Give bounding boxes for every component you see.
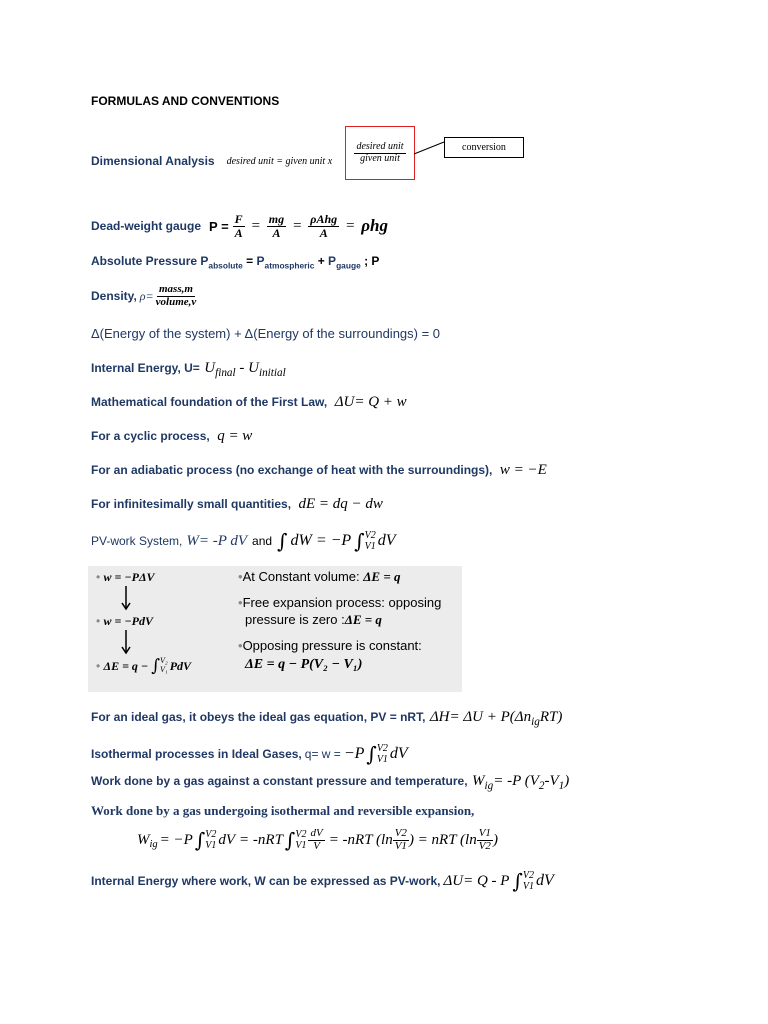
opposing-pressure-eq: ΔE = q − P(V₂ − V₁)	[245, 657, 363, 672]
eq-sign-3: =	[345, 217, 356, 234]
cyclic-label: For a cyclic process,	[91, 429, 210, 443]
deadweight-label: Dead-weight gauge	[91, 219, 202, 233]
box-pdv: PdV	[169, 658, 192, 673]
box-w-pdv: w = −PdV	[103, 614, 153, 628]
const-pressure-label: Work done by a gas against a constant pressure and temperature,	[91, 774, 468, 788]
box-limit-upper: V₂	[160, 656, 168, 666]
ideal-gas-label: For an ideal gas, it obeys the ideal gas equation, PV = nRT,	[91, 710, 426, 724]
density-den: volume,v	[155, 295, 197, 308]
ir-dv: dV	[218, 831, 236, 848]
sub-gauge: gauge	[336, 260, 361, 271]
down-arrow-icon	[120, 586, 132, 612]
conversion-callout: conversion	[444, 137, 524, 158]
cyclic-row	[91, 427, 252, 445]
down-arrow-icon	[120, 630, 132, 656]
ideal-gas-sub: ig	[531, 716, 540, 729]
frac1-den: A	[234, 225, 243, 240]
summary-box	[88, 566, 462, 692]
ir-sub: ig	[149, 839, 158, 850]
cyclic-eq: q = w	[217, 428, 253, 444]
constant-volume-eq: ΔE = q	[363, 569, 401, 584]
isothermal-qw: q= w =	[304, 747, 341, 761]
limit-upper: V2	[364, 530, 376, 541]
cp-end: )	[564, 773, 570, 789]
adiabatic-eq: w = −E	[499, 462, 547, 478]
frac2-num: mg	[268, 211, 285, 226]
p-gauge: P	[328, 254, 337, 268]
ideal-gas-row	[91, 708, 562, 728]
ir-t2: = -nRT	[239, 831, 283, 848]
conversion-denominator: given unit	[360, 152, 400, 164]
ir-t4: ) = nRT (ln	[408, 831, 477, 848]
ir-upper-2: V2	[295, 829, 307, 840]
pv-internal-row	[91, 866, 554, 896]
iso-limit-upper: V2	[376, 743, 388, 754]
integral-icon: ∫	[277, 529, 288, 553]
isothermal-row	[91, 739, 408, 769]
internal-energy-row	[91, 359, 286, 379]
frac3-num: ρAhg	[310, 211, 338, 226]
dimensional-analysis-row	[91, 146, 332, 176]
box-line-1: • w = −PΔV	[96, 570, 155, 584]
ir-lower-1: V1	[205, 840, 217, 851]
box-line-2: • w = −PdV	[96, 614, 153, 628]
ir-t5: )	[492, 831, 498, 848]
page-title: FORMULAS AND CONVENTIONS	[91, 94, 280, 108]
pv-work-and: and	[252, 534, 273, 548]
first-law-eq: ΔU= Q + w	[334, 394, 407, 410]
ir-frac2-num: V2	[394, 826, 407, 839]
eq-sign-1: =	[250, 217, 261, 234]
free-expansion-text: Free expansion process: opposing	[242, 595, 442, 610]
internal-energy-label: Internal Energy, U=	[91, 361, 200, 375]
pv-work-dv: dV	[377, 532, 396, 549]
dimensional-analysis-lhs: desired unit = given unit x	[226, 155, 333, 167]
box-w-pdeltav: w = −PΔV	[103, 570, 155, 584]
integral-icon: ∫	[366, 742, 377, 766]
ir-frac2-den: V1	[394, 839, 407, 852]
cp-rest: = -P (V	[493, 773, 539, 789]
box-line-3: • ΔE = q − ∫ V₂ V₁ PdV	[96, 656, 192, 676]
conversion-factor-box	[345, 126, 415, 180]
u-final: U	[204, 360, 216, 376]
constant-volume-text: At Constant volume:	[242, 569, 360, 584]
infinitesimal-eq: dE = dq − dw	[298, 496, 383, 512]
opposing-pressure-text: Opposing pressure is constant:	[242, 638, 422, 653]
abs-tail: ; P	[360, 254, 380, 268]
limit-lower: V1	[364, 541, 376, 552]
absolute-pressure-row	[91, 254, 379, 270]
ir-t1: = −P	[159, 831, 193, 848]
deadweight-p: P =	[209, 218, 229, 234]
box-right-1: •At Constant volume: ΔE = q	[238, 569, 401, 584]
first-law-label: Mathematical foundation of the First Law,	[91, 395, 328, 409]
deadweight-row	[91, 207, 388, 245]
free-expansion-text-2: pressure is zero :	[245, 612, 345, 627]
sub-absolute: absolute	[208, 260, 243, 271]
pv-work-eq1: W= -P dV	[186, 532, 248, 549]
iso-rev-label: Work done by a gas undergoing isothermal and reversible expansion,	[91, 803, 475, 818]
cp-sub: ig	[484, 780, 494, 793]
eq-sign-2: =	[292, 217, 303, 234]
density-num: mass,m	[159, 282, 193, 295]
cp-s1: 1	[558, 780, 565, 793]
ir-upper-1: V2	[205, 829, 217, 840]
ideal-gas-eq-a: ΔH= ΔU + P(Δn	[429, 709, 532, 725]
ideal-gas-eq-b: RT)	[539, 709, 563, 725]
pv-work-label: PV-work System,	[91, 534, 183, 548]
sub-initial: initial	[258, 367, 286, 380]
box-limit-lower: V₁	[160, 665, 168, 674]
p-absolute: P	[200, 254, 209, 268]
ir-frac3-den: V2	[478, 839, 491, 852]
p-atmospheric: P	[256, 254, 265, 268]
first-law-row	[91, 393, 407, 411]
pv-work-row	[91, 526, 396, 556]
absolute-pressure-label: Absolute Pressure	[91, 254, 198, 268]
abs-plus: +	[314, 254, 329, 268]
adiabatic-label: For an adiabatic process (no exchange of heat with the surroundings),	[91, 463, 493, 477]
cp-mid: -V	[544, 773, 559, 789]
integral-icon: ∫	[194, 828, 206, 852]
iso-limit-lower: V1	[376, 754, 388, 765]
isothermal-p: −P	[343, 745, 365, 762]
u-minus: -	[235, 360, 249, 376]
box-right-3: •Opposing pressure is constant: ΔE = q − P(V₂ − V₁)	[238, 638, 422, 672]
ir-w: W	[137, 831, 150, 848]
callout-arrow	[412, 138, 446, 158]
pvi-lower: V1	[522, 881, 534, 892]
infinitesimal-label: For infinitesimally small quantities,	[91, 497, 292, 511]
frac3-den: A	[319, 225, 328, 240]
sub-final: final	[215, 367, 236, 380]
density-row	[91, 279, 198, 313]
density-label: Density,	[91, 289, 137, 303]
adiabatic-row	[91, 461, 547, 479]
integral-icon: ∫	[151, 656, 161, 676]
abs-eq: =	[242, 254, 257, 268]
sub-atmospheric: atmospheric	[264, 260, 315, 271]
ir-t3: = -nRT (ln	[328, 831, 393, 848]
cp-w: W	[472, 773, 485, 789]
cp-s2: 2	[538, 780, 545, 793]
pv-internal-label: Internal Energy where work, W can be expressed as PV-work,	[91, 874, 441, 888]
ir-frac3-num: V1	[478, 826, 491, 839]
density-rho: ρ=	[139, 288, 154, 303]
const-pressure-row	[91, 772, 569, 792]
integral-icon: ∫	[284, 828, 296, 852]
frac2-den: A	[272, 225, 281, 240]
pv-internal-dv: dV	[536, 872, 554, 889]
pv-work-eq2: dW = −P	[290, 532, 352, 549]
infinitesimal-row	[91, 495, 383, 513]
u-initial: U	[248, 360, 259, 376]
pv-internal-eq: ΔU= Q - P	[443, 872, 510, 889]
conversion-numerator: desired unit	[356, 141, 404, 152]
integral-icon: ∫	[354, 529, 365, 553]
deadweight-rhs: ρhg	[361, 216, 388, 235]
pvi-upper: V2	[522, 870, 534, 881]
isothermal-dv: dV	[389, 745, 408, 762]
free-expansion-eq: ΔE = q	[344, 612, 382, 627]
box-right-2: •Free expansion process: opposing pressure is zero :ΔE = q	[238, 595, 442, 627]
ir-frac-den: V	[313, 839, 320, 852]
box-de-q: ΔE = q −	[103, 658, 149, 673]
integral-icon: ∫	[512, 869, 523, 893]
dimensional-analysis-label: Dimensional Analysis	[91, 154, 215, 168]
iso-rev-eq	[137, 822, 498, 858]
frac1-num: F	[234, 211, 243, 226]
ir-frac-num: dV	[310, 826, 323, 839]
isothermal-label: Isothermal processes in Ideal Gases,	[91, 747, 302, 761]
energy-balance: Δ(Energy of the system) + Δ(Energy of the surroundings) = 0	[91, 326, 441, 341]
ir-lower-2: V1	[295, 840, 307, 851]
